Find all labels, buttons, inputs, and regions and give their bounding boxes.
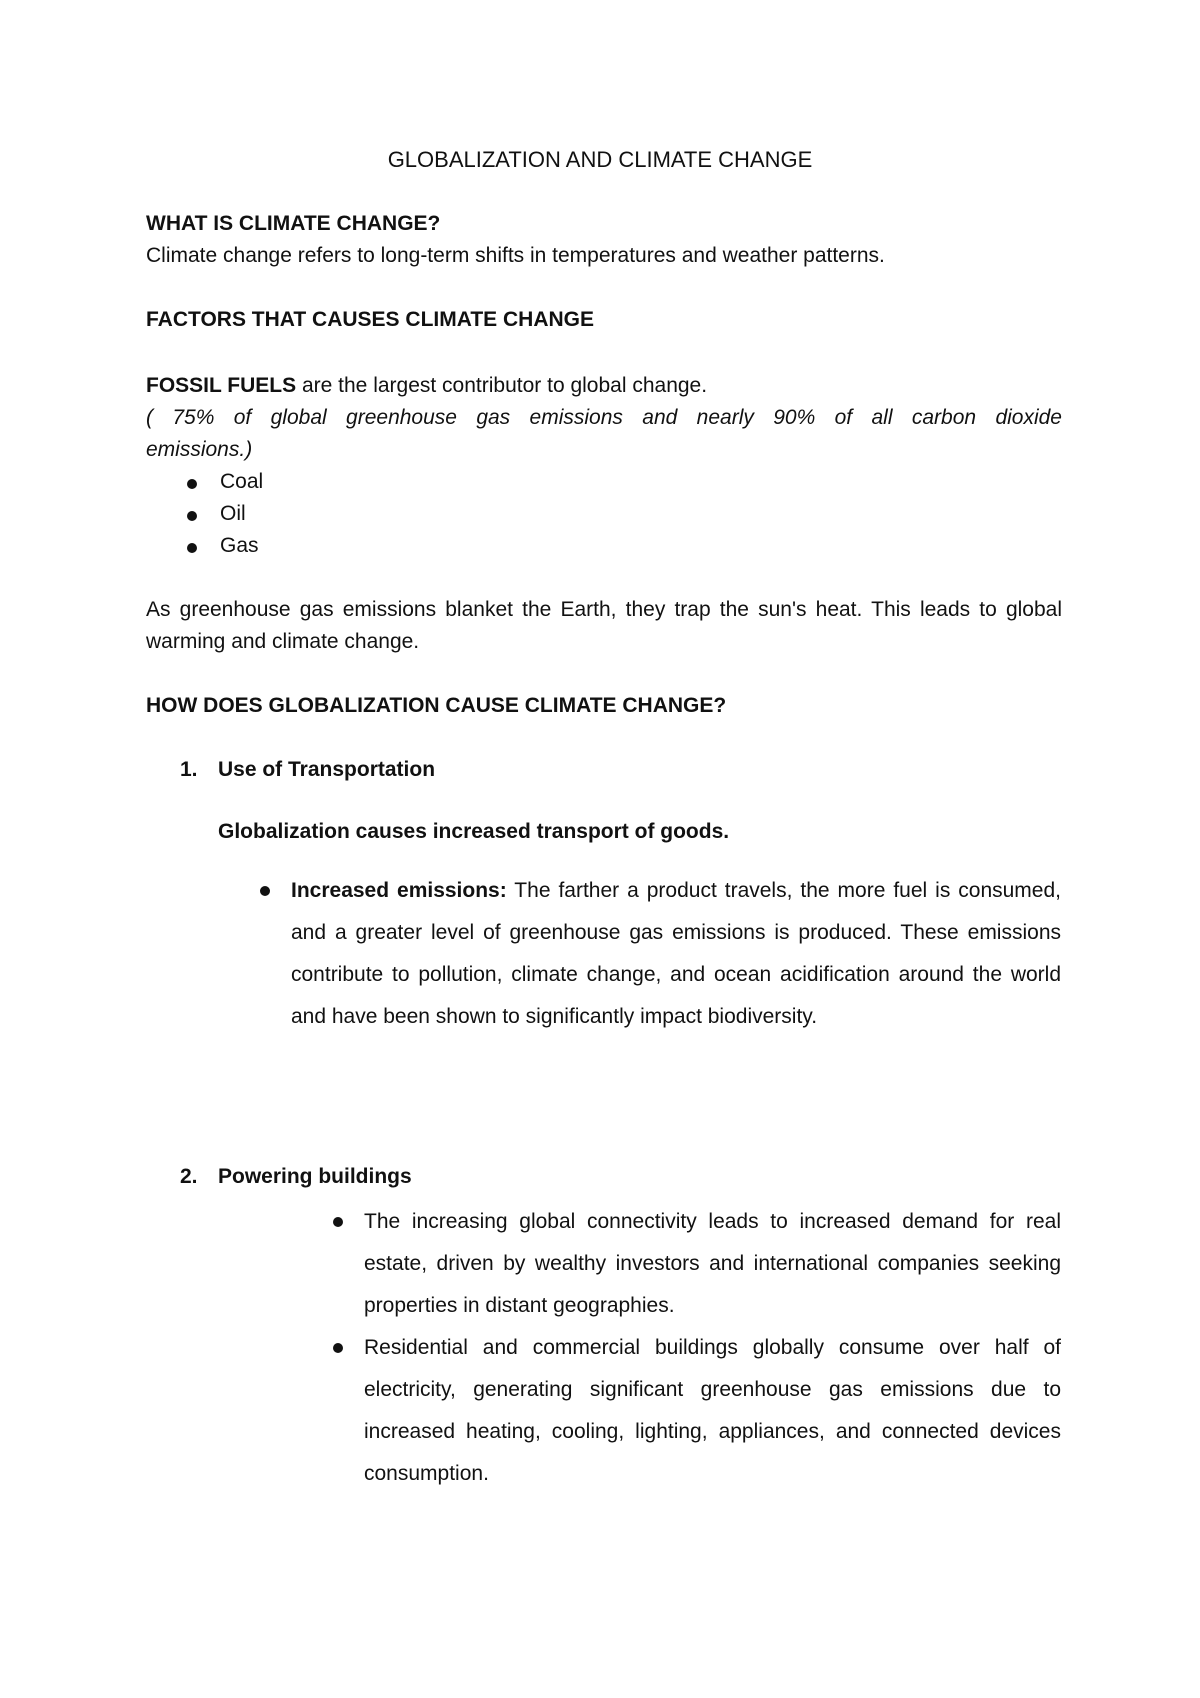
- document-title: GLOBALIZATION AND CLIMATE CHANGE: [387, 147, 813, 172]
- item-title: Powering buildings: [218, 1165, 412, 1188]
- real-estate-bullet: The increasing global connectivity leads to increased demand for real estate, driven by wealthy investors and international companies seeking properties in distant geographies.: [364, 1201, 1061, 1327]
- bullet-icon: [187, 511, 197, 521]
- heading-how-globalization: HOW DOES GLOBALIZATION CAUSE CLIMATE CHANGE?: [146, 694, 727, 717]
- increased-emissions-label: Increased emissions:: [291, 879, 507, 902]
- heading-factors: FACTORS THAT CAUSES CLIMATE CHANGE: [146, 308, 595, 331]
- item-number: 2.: [180, 1165, 198, 1188]
- increased-emissions-bullet: [291, 870, 1061, 1038]
- greenhouse-paragraph: As greenhouse gas emissions blanket the Earth, they trap the sun's heat. This leads to global warming and climate change.: [146, 598, 1062, 653]
- fossil-fuels-text: are the largest contributor to global change.: [296, 374, 708, 397]
- item-number: 1.: [180, 758, 198, 781]
- climate-change-definition: Climate change refers to long-term shifts in temperatures and weather patterns.: [146, 244, 885, 267]
- transport-subheading: Globalization causes increased transport of goods.: [218, 820, 730, 843]
- fossil-fuel-list: [180, 466, 263, 562]
- fossil-fuels-paragraph: [146, 370, 1062, 402]
- bullet-icon: [187, 479, 197, 489]
- numbered-item-transportation: [180, 756, 435, 784]
- emissions-note-line-2: emissions.): [146, 438, 253, 461]
- list-item: Gas: [180, 530, 263, 562]
- increased-emissions-text: The farther a product travels, the more fuel is consumed, and a greater level of greenhouse gas emissions is produced. These emissions contribute to pollution, climate change, and ocean acidification around the world and have been shown to significantly impact biodiversity.: [291, 879, 1061, 1028]
- fossil-fuels-label: FOSSIL FUELS: [146, 374, 297, 397]
- bullet-icon: [333, 1343, 343, 1353]
- bullet-icon: [260, 886, 270, 896]
- bullet-icon: [187, 543, 197, 553]
- numbered-item-powering-buildings: [180, 1163, 412, 1191]
- bullet-icon: [333, 1217, 343, 1227]
- buildings-electricity-bullet: Residential and commercial buildings globally consume over half of electricity, generating significant greenhouse gas emissions due to increased heating, cooling, lighting, appliances, and connected devices consumption.: [364, 1327, 1061, 1495]
- list-item: Coal: [180, 466, 263, 498]
- item-title: Use of Transportation: [218, 758, 436, 781]
- list-item: Oil: [180, 498, 263, 530]
- emissions-note-line-1: ( 75% of global greenhouse gas emissions and nearly 90% of all carbon dioxide: [146, 406, 1062, 429]
- emissions-note: [146, 402, 1062, 466]
- heading-what-is-climate-change: WHAT IS CLIMATE CHANGE?: [146, 212, 441, 235]
